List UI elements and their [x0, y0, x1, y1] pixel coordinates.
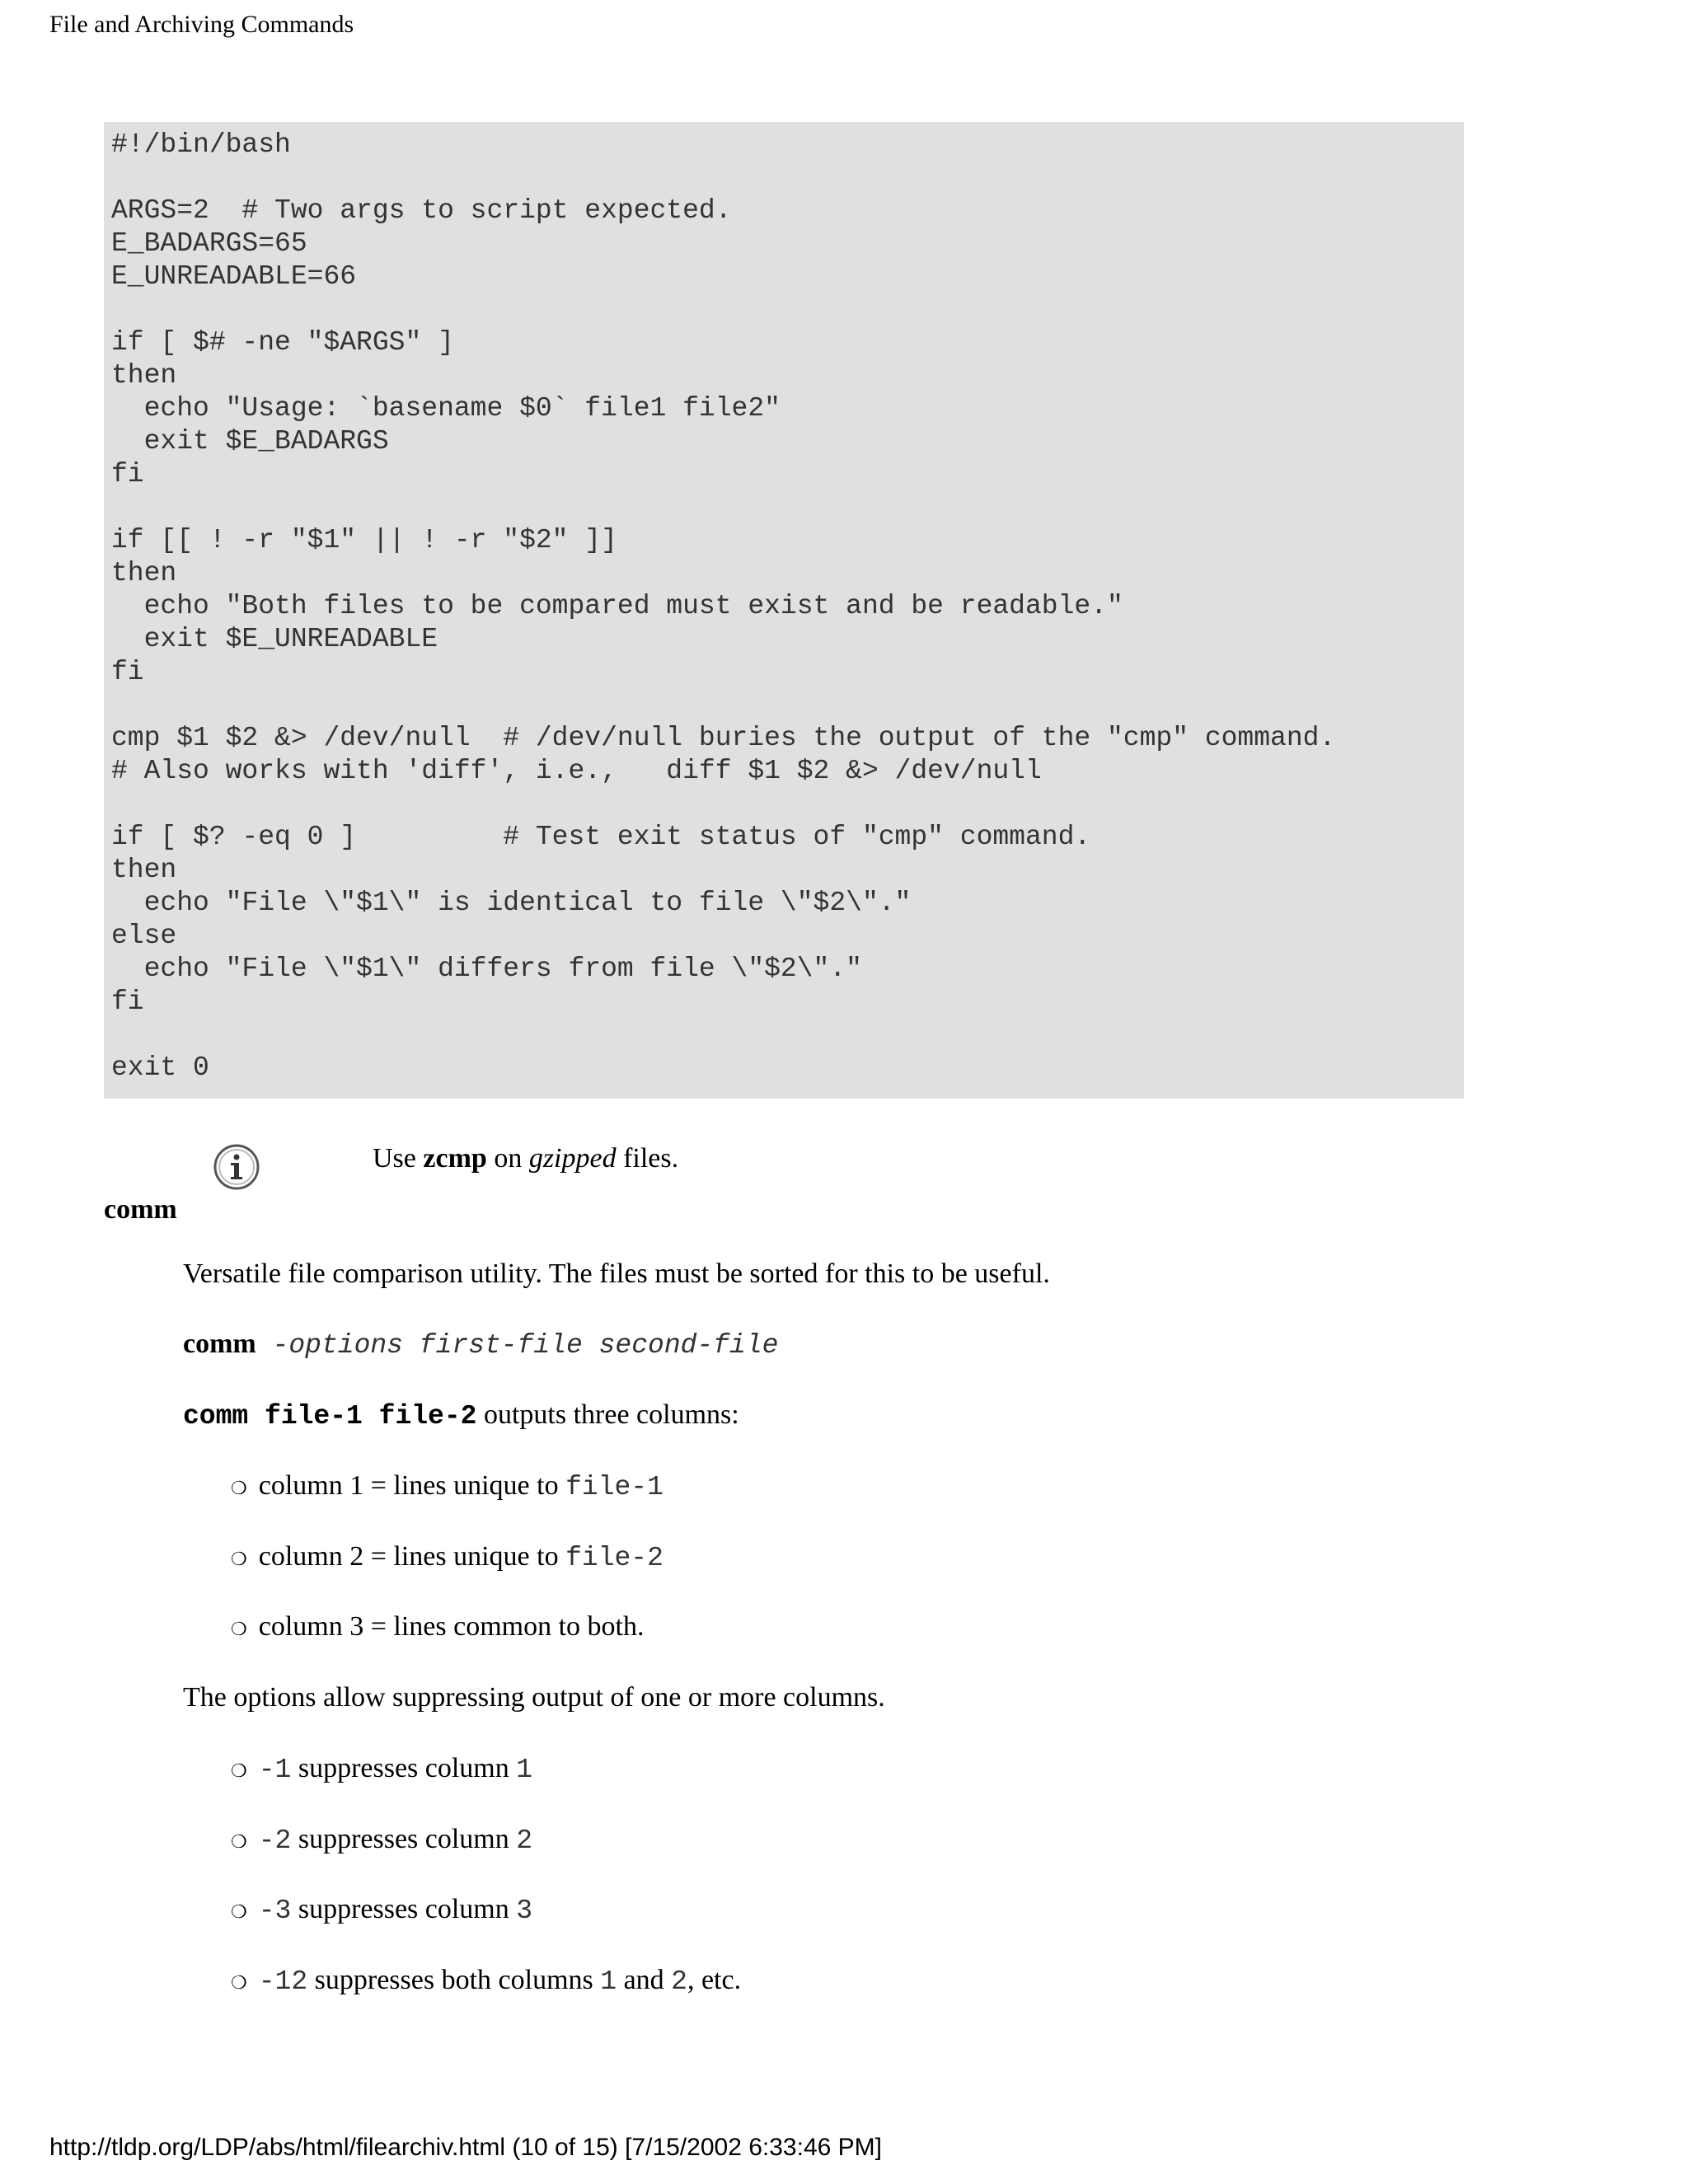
- bullet-icon: ❍: [231, 1901, 247, 1922]
- note-command: zcmp: [423, 1143, 487, 1174]
- comm-description: Versatile file comparison utility. The files must be sorted for this to be useful.: [183, 1258, 1050, 1289]
- option-tail: , etc.: [687, 1965, 742, 1995]
- code-line: #!/bin/bash: [111, 129, 291, 160]
- bullet-icon: ❍: [231, 1478, 247, 1498]
- code-line: echo "Both files to be compared must exist and be readable.": [111, 591, 1123, 621]
- bullet-icon: ❍: [231, 1619, 247, 1639]
- code-line: else: [111, 921, 177, 951]
- option-column-2: 2: [671, 1966, 687, 1997]
- list-item: [231, 1820, 532, 1862]
- code-line: echo "File \"$1\" is identical to file \"$2\".": [111, 888, 912, 918]
- note-text: [373, 1139, 678, 1179]
- page-footer-url: http://tldp.org/LDP/abs/html/filearchiv.html (10 of 15) [7/15/2002 6:33:46 PM]: [49, 2134, 882, 2161]
- term-comm: comm: [104, 1194, 177, 1225]
- usage-command: comm file-1 file-2: [183, 1401, 477, 1432]
- list-item-text: column 3 = lines common to both.: [258, 1611, 645, 1642]
- code-line: fi: [111, 657, 144, 687]
- option-text: suppresses column: [291, 1824, 517, 1854]
- option-text: suppresses both columns: [307, 1965, 601, 1995]
- code-line: E_UNREADABLE=66: [111, 261, 357, 292]
- list-item-text: column 1 = lines unique to: [258, 1470, 566, 1501]
- code-line: fi: [111, 987, 144, 1017]
- option-text: suppresses column: [291, 1753, 517, 1783]
- code-line: # Also works with 'diff', i.e., diff $1 $2 &> /dev/null: [111, 756, 1042, 786]
- list-item-code: file-1: [565, 1472, 663, 1502]
- options-intro: The options allow suppressing output of one or more columns.: [183, 1682, 885, 1713]
- note-middle: on: [486, 1143, 529, 1174]
- code-line: then: [111, 855, 177, 885]
- page-header-title: File and Archiving Commands: [49, 11, 354, 38]
- synopsis-args: -options first-file second-file: [256, 1330, 779, 1361]
- list-item: [231, 1749, 532, 1791]
- code-line: cmp $1 $2 &> /dev/null # /dev/null buries the output of the "cmp" command.: [111, 723, 1336, 753]
- code-line: exit $E_BADARGS: [111, 426, 389, 457]
- code-block: [104, 122, 1464, 1099]
- list-item: [231, 1890, 532, 1932]
- note-prefix: Use: [373, 1143, 424, 1174]
- code-line: exit $E_UNREADABLE: [111, 624, 438, 654]
- option-flag: -2: [258, 1825, 292, 1856]
- list-item: [231, 1607, 644, 1649]
- bullet-icon: ❍: [231, 1760, 247, 1781]
- synopsis-command: comm: [183, 1329, 256, 1359]
- bullet-icon: ❍: [231, 1831, 247, 1852]
- comm-synopsis: [183, 1324, 778, 1366]
- option-flag: -1: [258, 1755, 292, 1785]
- option-flag: -3: [258, 1896, 292, 1926]
- list-item: [231, 1961, 741, 2003]
- code-line: then: [111, 558, 177, 588]
- list-item-text: column 2 = lines unique to: [258, 1541, 566, 1572]
- code-line: echo "Usage: `basename $0` file1 file2": [111, 393, 781, 424]
- list-item-code: file-2: [565, 1543, 663, 1573]
- code-line: ARGS=2 # Two args to script expected.: [111, 195, 732, 226]
- note-suffix: files.: [616, 1143, 679, 1174]
- code-line: then: [111, 360, 177, 391]
- code-line: E_BADARGS=65: [111, 228, 307, 259]
- option-column: 1: [516, 1755, 533, 1785]
- list-item: [231, 1466, 663, 1508]
- code-line: exit 0: [111, 1052, 209, 1083]
- code-line: if [[ ! -r "$1" || ! -r "$2" ]]: [111, 525, 617, 555]
- comm-usage: [183, 1395, 739, 1436]
- code-line: if [ $? -eq 0 ] # Test exit status of "cmp" command.: [111, 822, 1091, 852]
- code-line: if [ $# -ne "$ARGS" ]: [111, 327, 454, 358]
- bullet-icon: ❍: [231, 1972, 247, 1993]
- option-column: 3: [516, 1896, 533, 1926]
- option-text: suppresses column: [291, 1894, 517, 1924]
- code-line: fi: [111, 459, 144, 490]
- code-line: echo "File \"$1\" differs from file \"$2\".": [111, 954, 862, 984]
- usage-text: outputs three columns:: [476, 1399, 739, 1430]
- note-emphasis: gzipped: [528, 1143, 617, 1174]
- code-listing: [111, 129, 1335, 1085]
- list-item: [231, 1537, 663, 1579]
- info-icon: [213, 1143, 260, 1191]
- bullet-icon: ❍: [231, 1549, 247, 1569]
- option-flag: -12: [258, 1966, 308, 1997]
- option-column: 2: [516, 1825, 533, 1856]
- option-and: and: [617, 1965, 672, 1995]
- option-column: 1: [600, 1966, 617, 1997]
